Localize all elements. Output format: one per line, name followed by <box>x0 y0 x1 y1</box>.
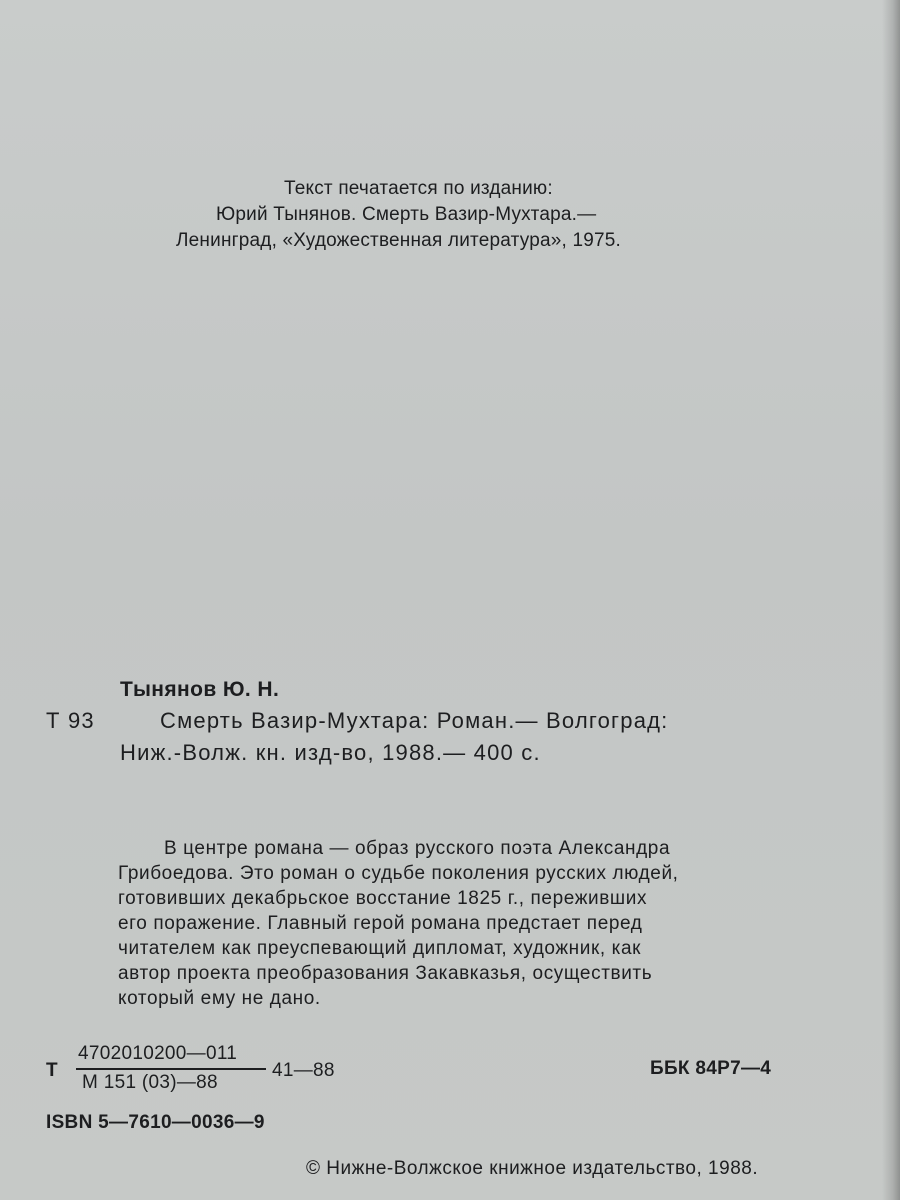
bbk-code: ББК 84Р7—4 <box>650 1058 772 1079</box>
source-note-line-1: Текст печатается по изданию: <box>284 178 553 199</box>
annotation-line-5: читателем как преуспевающий дипломат, художник, как <box>118 938 642 959</box>
annotation-line-6: автор проекта преобразования Закавказья, осуществить <box>118 963 653 984</box>
code-numerator: 4702010200—011 <box>78 1043 238 1064</box>
catalog-imprint-line: Ниж.-Волж. кн. изд-во, 1988.— 400 с. <box>120 740 541 765</box>
code-suffix: 41—88 <box>272 1060 335 1081</box>
code-denominator: М 151 (03)—88 <box>82 1072 218 1093</box>
code-t-letter: Т <box>46 1060 58 1081</box>
annotation-line-4: его поражение. Главный герой романа предстает перед <box>118 913 643 934</box>
catalog-author: Тынянов Ю. Н. <box>120 678 280 701</box>
annotation-line-1: В центре романа — образ русского поэта Александра <box>164 838 671 859</box>
catalog-title-line: Смерть Вазир-Мухтара: Роман.— Волгоград: <box>160 708 669 733</box>
catalog-code: Т 93 <box>46 708 95 733</box>
source-note-line-3: Ленинград, «Художественная литература», 1975. <box>176 230 621 251</box>
fraction-bar <box>76 1068 266 1070</box>
source-note-line-2: Юрий Тынянов. Смерть Вазир-Мухтара.— <box>216 204 597 225</box>
isbn: ISBN 5—7610—0036—9 <box>46 1112 265 1133</box>
copyright-line: © Нижне-Волжское книжное издательство, 1988. <box>306 1158 759 1179</box>
annotation-line-2: Грибоедова. Это роман о судьбе поколения русских людей, <box>118 863 679 884</box>
annotation-line-7: который ему не дано. <box>118 988 321 1009</box>
page-edge-shadow <box>882 0 900 1200</box>
annotation-line-3: готовивших декабрьское восстание 1825 г., переживших <box>118 888 648 909</box>
